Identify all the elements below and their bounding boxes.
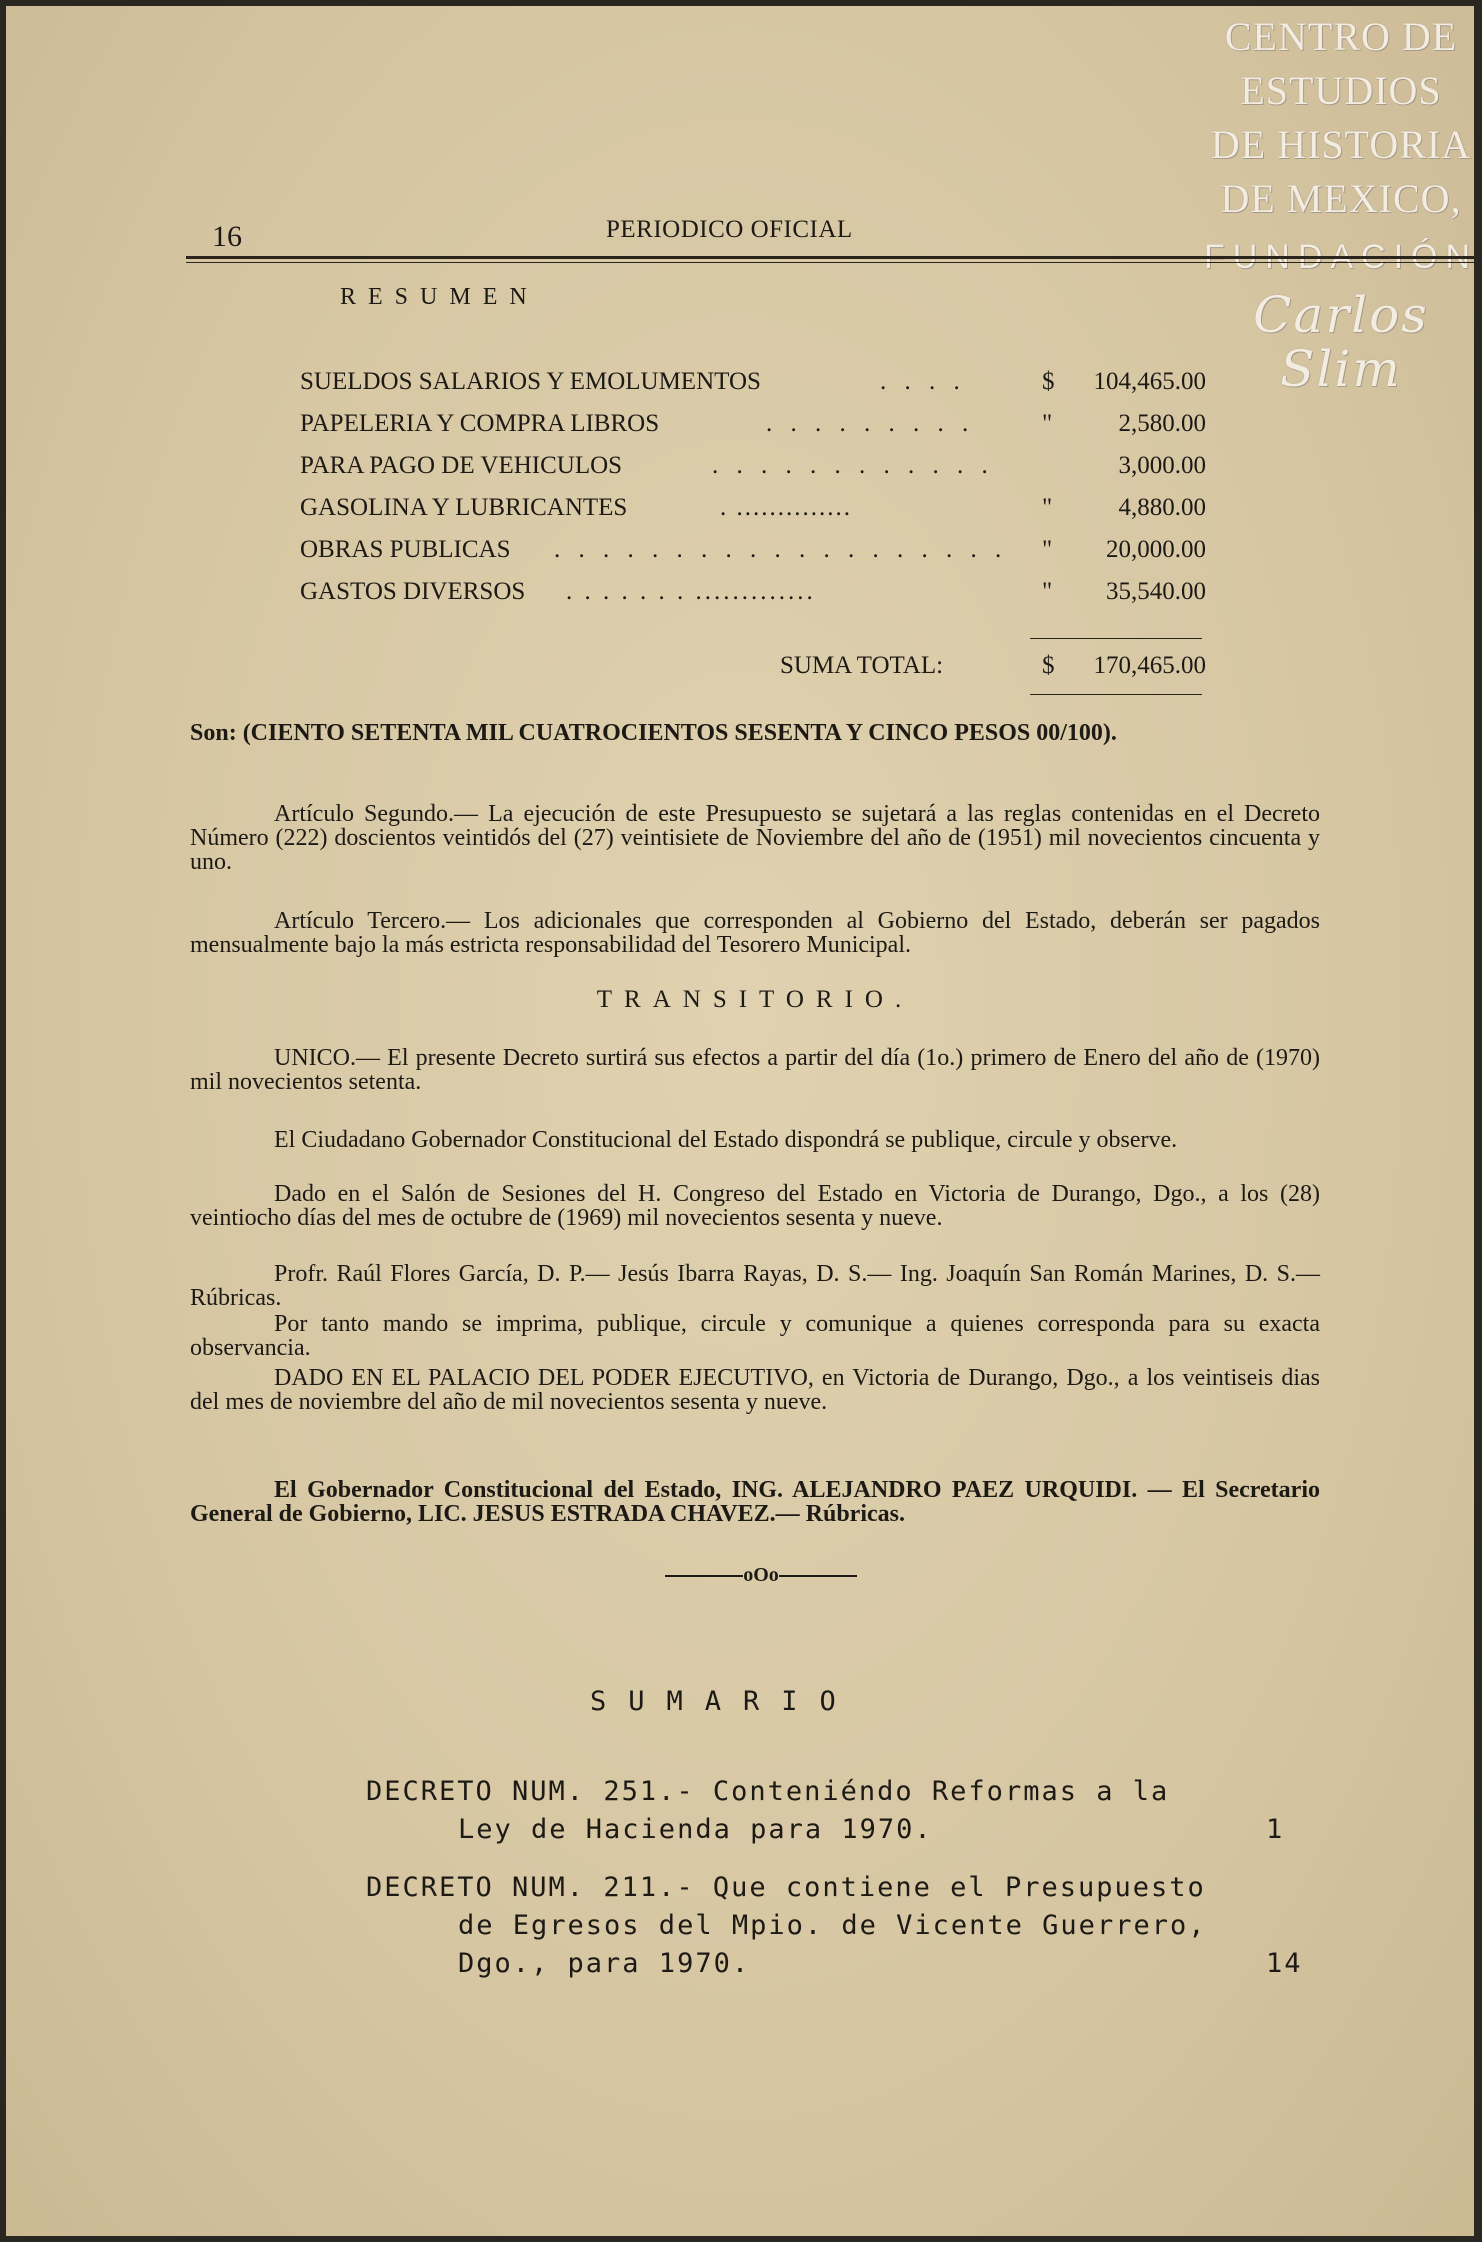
resumen-row bbox=[300, 368, 1206, 408]
document-page bbox=[6, 6, 1474, 2236]
resumen-title: RESUMEN bbox=[340, 284, 539, 310]
row-leader: . .............. bbox=[720, 494, 852, 521]
watermark-line: CENTRO DE bbox=[1224, 14, 1458, 59]
row-amount: 4,880.00 bbox=[1118, 494, 1206, 521]
separator-line-right bbox=[779, 1575, 857, 1577]
transitorio-title: TRANSITORIO. bbox=[596, 986, 914, 1013]
header-rule bbox=[186, 256, 1474, 259]
watermark bbox=[1196, 10, 1474, 396]
total-amount: 170,465.00 bbox=[1093, 652, 1206, 679]
row-leader: . . . . . . . ............. bbox=[566, 578, 816, 605]
row-amount: 2,580.00 bbox=[1118, 410, 1206, 437]
articulo-tercero: Artículo Tercero.— Los adicionales que corresponden al Gobierno del Estado, deberán ser pagados mensualmente bajo la más estricta responsabilidad del Tesorero Municipal. bbox=[190, 908, 1320, 958]
print-order: Por tanto mando se imprima, publique, circule y comunique a quienes corresponda para su exacta observancia. bbox=[190, 1311, 1320, 1361]
watermark-signature: Carlos Slim bbox=[1253, 286, 1429, 398]
congress-signatories: Profr. Raúl Flores García, D. P.— Jesús Ibarra Rayas, D. S.— Ing. Joaquín San Román Marines, D. S.— Rúbricas. bbox=[190, 1261, 1320, 1311]
watermark-line: DE HISTORIA bbox=[1210, 122, 1472, 167]
resumen-row bbox=[300, 494, 1206, 534]
executive-signatures: El Gobernador Constitucional del Estado, ING. ALEJANDRO PAEZ URQUIDI. — El Secretario General de Gobierno, LIC. JESUS ESTRADA CHAVEZ.— Rúbricas. bbox=[190, 1477, 1320, 1527]
given-at-palace: DADO EN EL PALACIO DEL PODER EJECUTIVO, en Victoria de Durango, Dgo., a los veintiseis dias del mes de noviembre del año de mil novecientos sesenta y nueve. bbox=[190, 1365, 1320, 1415]
row-currency: " bbox=[1042, 410, 1053, 437]
row-currency: " bbox=[1042, 494, 1053, 521]
row-currency: " bbox=[1042, 578, 1053, 605]
resumen-total bbox=[300, 652, 1206, 692]
row-label: PAPELERIA Y COMPRA LIBROS bbox=[300, 410, 660, 437]
row-amount: 3,000.00 bbox=[1118, 452, 1206, 479]
header-rule-thin bbox=[186, 262, 1474, 263]
sumario-item-line: Dgo., para 1970. bbox=[458, 1948, 751, 1979]
row-leader: . . . . . . . . . . . . bbox=[712, 452, 994, 479]
separator-line-left bbox=[665, 1575, 743, 1577]
total-rule bbox=[1030, 638, 1202, 639]
sumario-item-page: 1 bbox=[1266, 1814, 1285, 1845]
sumario-item-line: DECRETO NUM. 211.- Que contiene el Presupuesto bbox=[366, 1872, 1206, 1903]
resumen-row bbox=[300, 410, 1206, 450]
row-label: GASTOS DIVERSOS bbox=[300, 578, 526, 605]
sumario-item-page: 14 bbox=[1266, 1948, 1303, 1979]
row-amount: 20,000.00 bbox=[1106, 536, 1206, 563]
given-at-congress: Dado en el Salón de Sesiones del H. Congreso del Estado en Victoria de Durango, Dgo., a los (28) veintiocho días del mes de octubre de (1969) mil novecientos sesenta y nueve. bbox=[190, 1181, 1320, 1231]
row-label: PARA PAGO DE VEHICULOS bbox=[300, 452, 623, 479]
articulo-segundo: Artículo Segundo.— La ejecución de este Presupuesto se sujetará a las reglas contenidas en el Decreto Número (222) doscientos veintidós del (27) veintisiete de Noviembre del año de (1951) mil novecientos cincuenta y uno. bbox=[190, 801, 1320, 875]
total-underline bbox=[1030, 694, 1202, 695]
running-title: PERIODICO OFICIAL bbox=[606, 216, 853, 243]
row-label: SUELDOS SALARIOS Y EMOLUMENTOS bbox=[300, 368, 761, 395]
separator bbox=[648, 1564, 874, 1587]
resumen-row bbox=[300, 452, 1206, 492]
total-currency: $ bbox=[1042, 652, 1055, 679]
publication-order: El Ciudadano Gobernador Constitucional del Estado dispondrá se publique, circule y observe. bbox=[274, 1127, 1178, 1153]
row-amount: 104,465.00 bbox=[1093, 368, 1206, 395]
total-label: SUMA TOTAL: bbox=[780, 652, 944, 679]
row-leader: . . . . . . . . . . . . . . . . . . . bbox=[554, 536, 1008, 563]
row-amount: 35,540.00 bbox=[1106, 578, 1206, 605]
sumario-item-line: Ley de Hacienda para 1970. bbox=[458, 1814, 933, 1845]
resumen-row bbox=[300, 536, 1206, 576]
row-currency: " bbox=[1042, 536, 1053, 563]
watermark-line: ESTUDIOS bbox=[1240, 68, 1442, 113]
resumen-row bbox=[300, 578, 1206, 618]
row-label: OBRAS PUBLICAS bbox=[300, 536, 511, 563]
son-paragraph: Son: (CIENTO SETENTA MIL CUATROCIENTOS SESENTA Y CINCO PESOS 00/100). bbox=[190, 720, 1117, 746]
row-label: GASOLINA Y LUBRICANTES bbox=[300, 494, 628, 521]
row-currency: $ bbox=[1042, 368, 1055, 395]
separator-text: oOo bbox=[743, 1564, 779, 1586]
sumario-title: SUMARIO bbox=[590, 1686, 858, 1717]
row-leader: . . . . . . . . . bbox=[766, 410, 975, 437]
sumario-item-line: DECRETO NUM. 251.- Conteniéndo Reformas a la bbox=[366, 1776, 1170, 1807]
sumario-item-line: de Egresos del Mpio. de Vicente Guerrero, bbox=[458, 1910, 1207, 1941]
row-leader: . . . . bbox=[880, 368, 966, 395]
page-number: 16 bbox=[212, 220, 242, 253]
watermark-line: DE MEXICO, bbox=[1220, 176, 1462, 221]
unico-paragraph: UNICO.— El presente Decreto surtirá sus efectos a partir del día (1o.) primero de Enero del año de (1970) mil novecientos setenta. bbox=[190, 1045, 1320, 1095]
